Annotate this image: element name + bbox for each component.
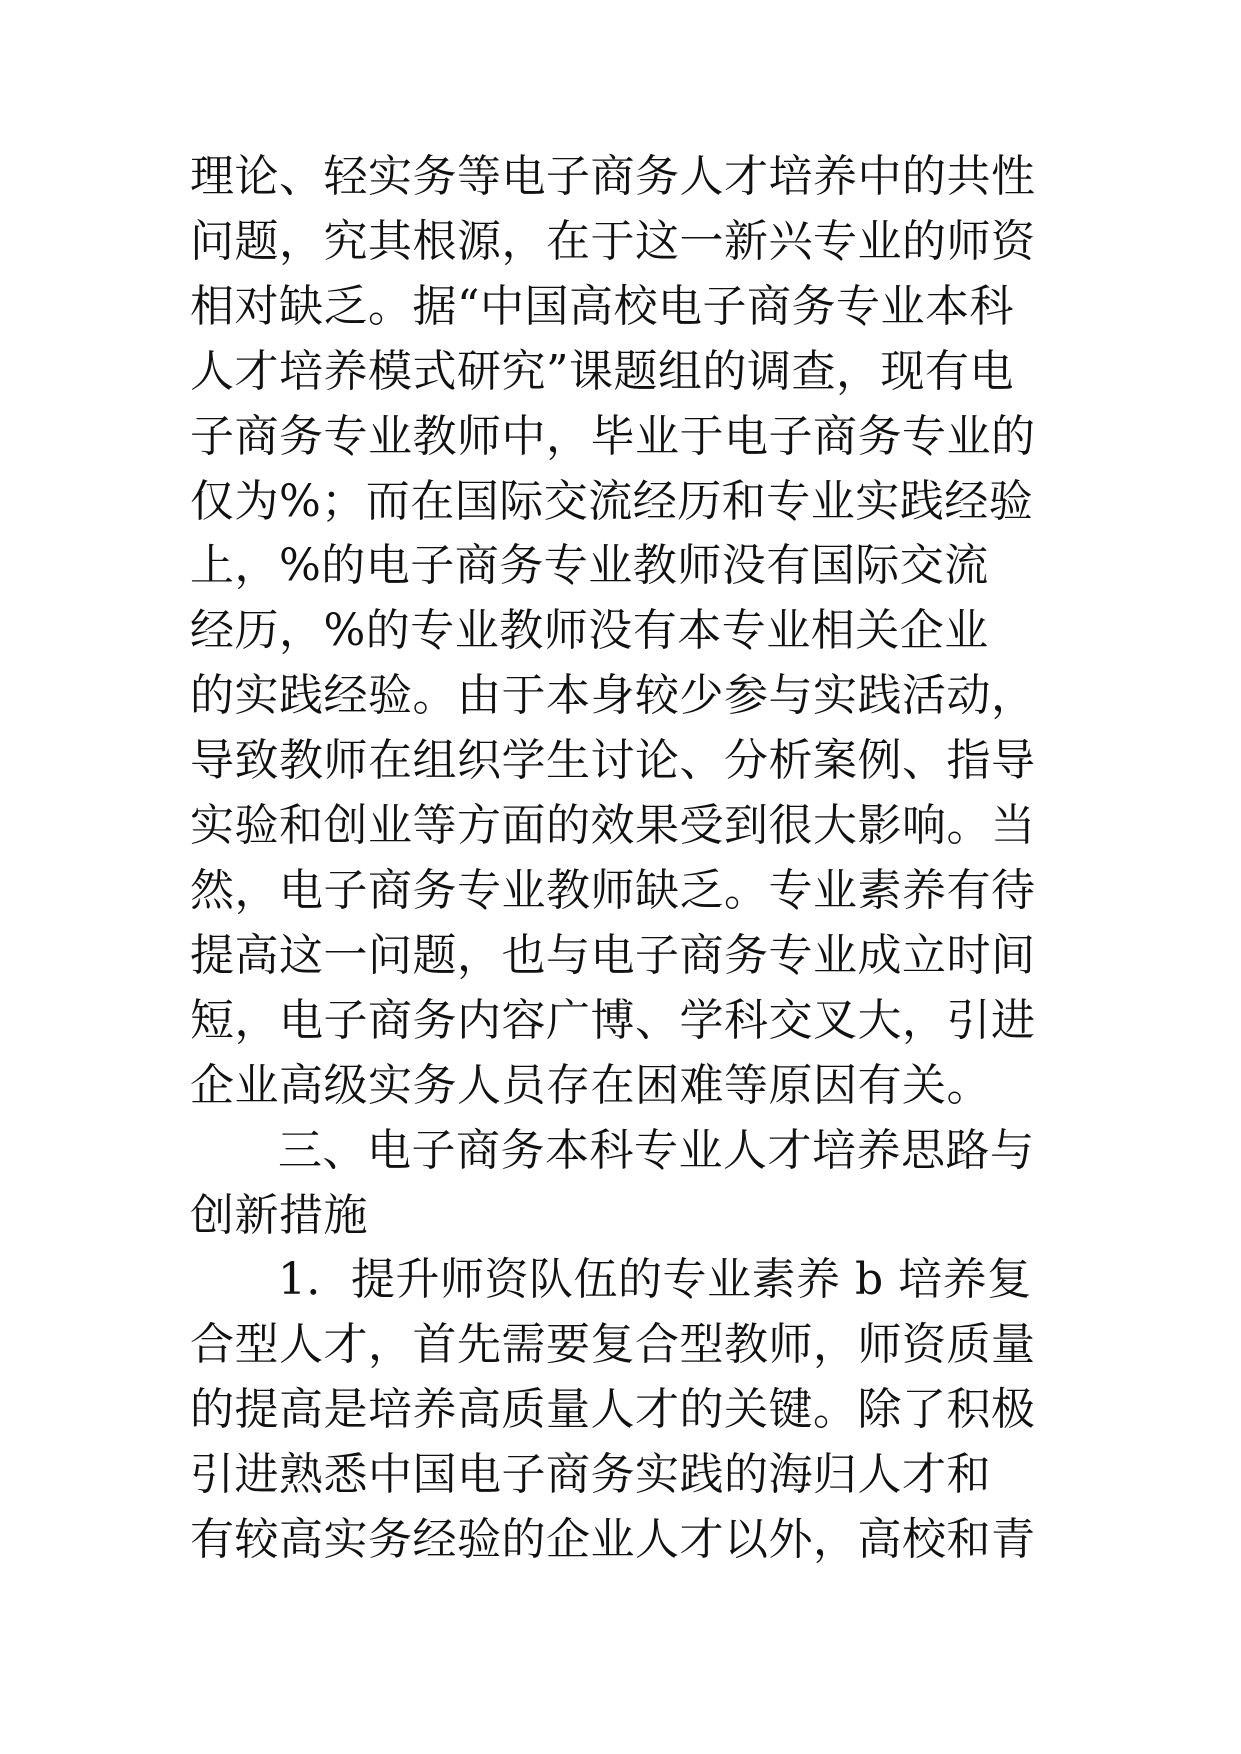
text-line: 问题，究其根源，在于这一新兴专业的师资 xyxy=(190,215,1036,267)
text-line: 经历，%的专业教师没有本专业相关企业 xyxy=(190,605,989,657)
section-heading: 三、电子商务本科专业人才培养思路与 xyxy=(278,1124,1035,1176)
section-heading-continued: 创新措施 xyxy=(190,1189,368,1241)
text-line: 企业高级实务人员存在困难等原因有关。 xyxy=(190,1059,991,1111)
text-line: 相对缺乏。据“中国高校电子商务专业本科 xyxy=(190,280,1014,332)
text-line: 合型人才，首先需要复合型教师，师资质量 xyxy=(190,1319,1036,1371)
text-line: 子商务专业教师中，毕业于电子商务专业的 xyxy=(190,410,1036,462)
subsection-heading: 1．提升师资队伍的专业素养 b 培养复 xyxy=(278,1254,1032,1306)
text-line: 人才培养模式研究”课题组的调查，现有电 xyxy=(190,345,1014,397)
text-line: 提高这一问题，也与电子商务专业成立时间 xyxy=(190,929,1036,981)
text-line: 上，%的电子商务专业教师没有国际交流 xyxy=(190,540,989,592)
text-line: 的实践经验。由于本身较少参与实践活动， xyxy=(190,670,1036,722)
text-line: 然，电子商务专业教师缺乏。专业素养有待 xyxy=(190,864,1036,916)
text-line: 导致教师在组织学生讨论、分析案例、指导 xyxy=(190,735,1036,787)
text-line: 的提高是培养高质量人才的关键。除了积极 xyxy=(190,1384,1036,1436)
text-line: 引进熟悉中国电子商务实践的海归人才和 xyxy=(190,1449,991,1501)
text-line: 仅为%；而在国际交流经历和专业实践经验 xyxy=(190,475,1034,527)
text-line: 短，电子商务内容广博、学科交叉大，引进 xyxy=(190,994,1036,1046)
text-line: 有较高实务经验的企业人才以外，高校和青 xyxy=(190,1514,1036,1566)
text-line: 理论、轻实务等电子商务人才培养中的共性 xyxy=(190,151,1036,202)
text-line: 实验和创业等方面的效果受到很大影响。当 xyxy=(190,800,1036,852)
body-text xyxy=(190,145,1090,1573)
